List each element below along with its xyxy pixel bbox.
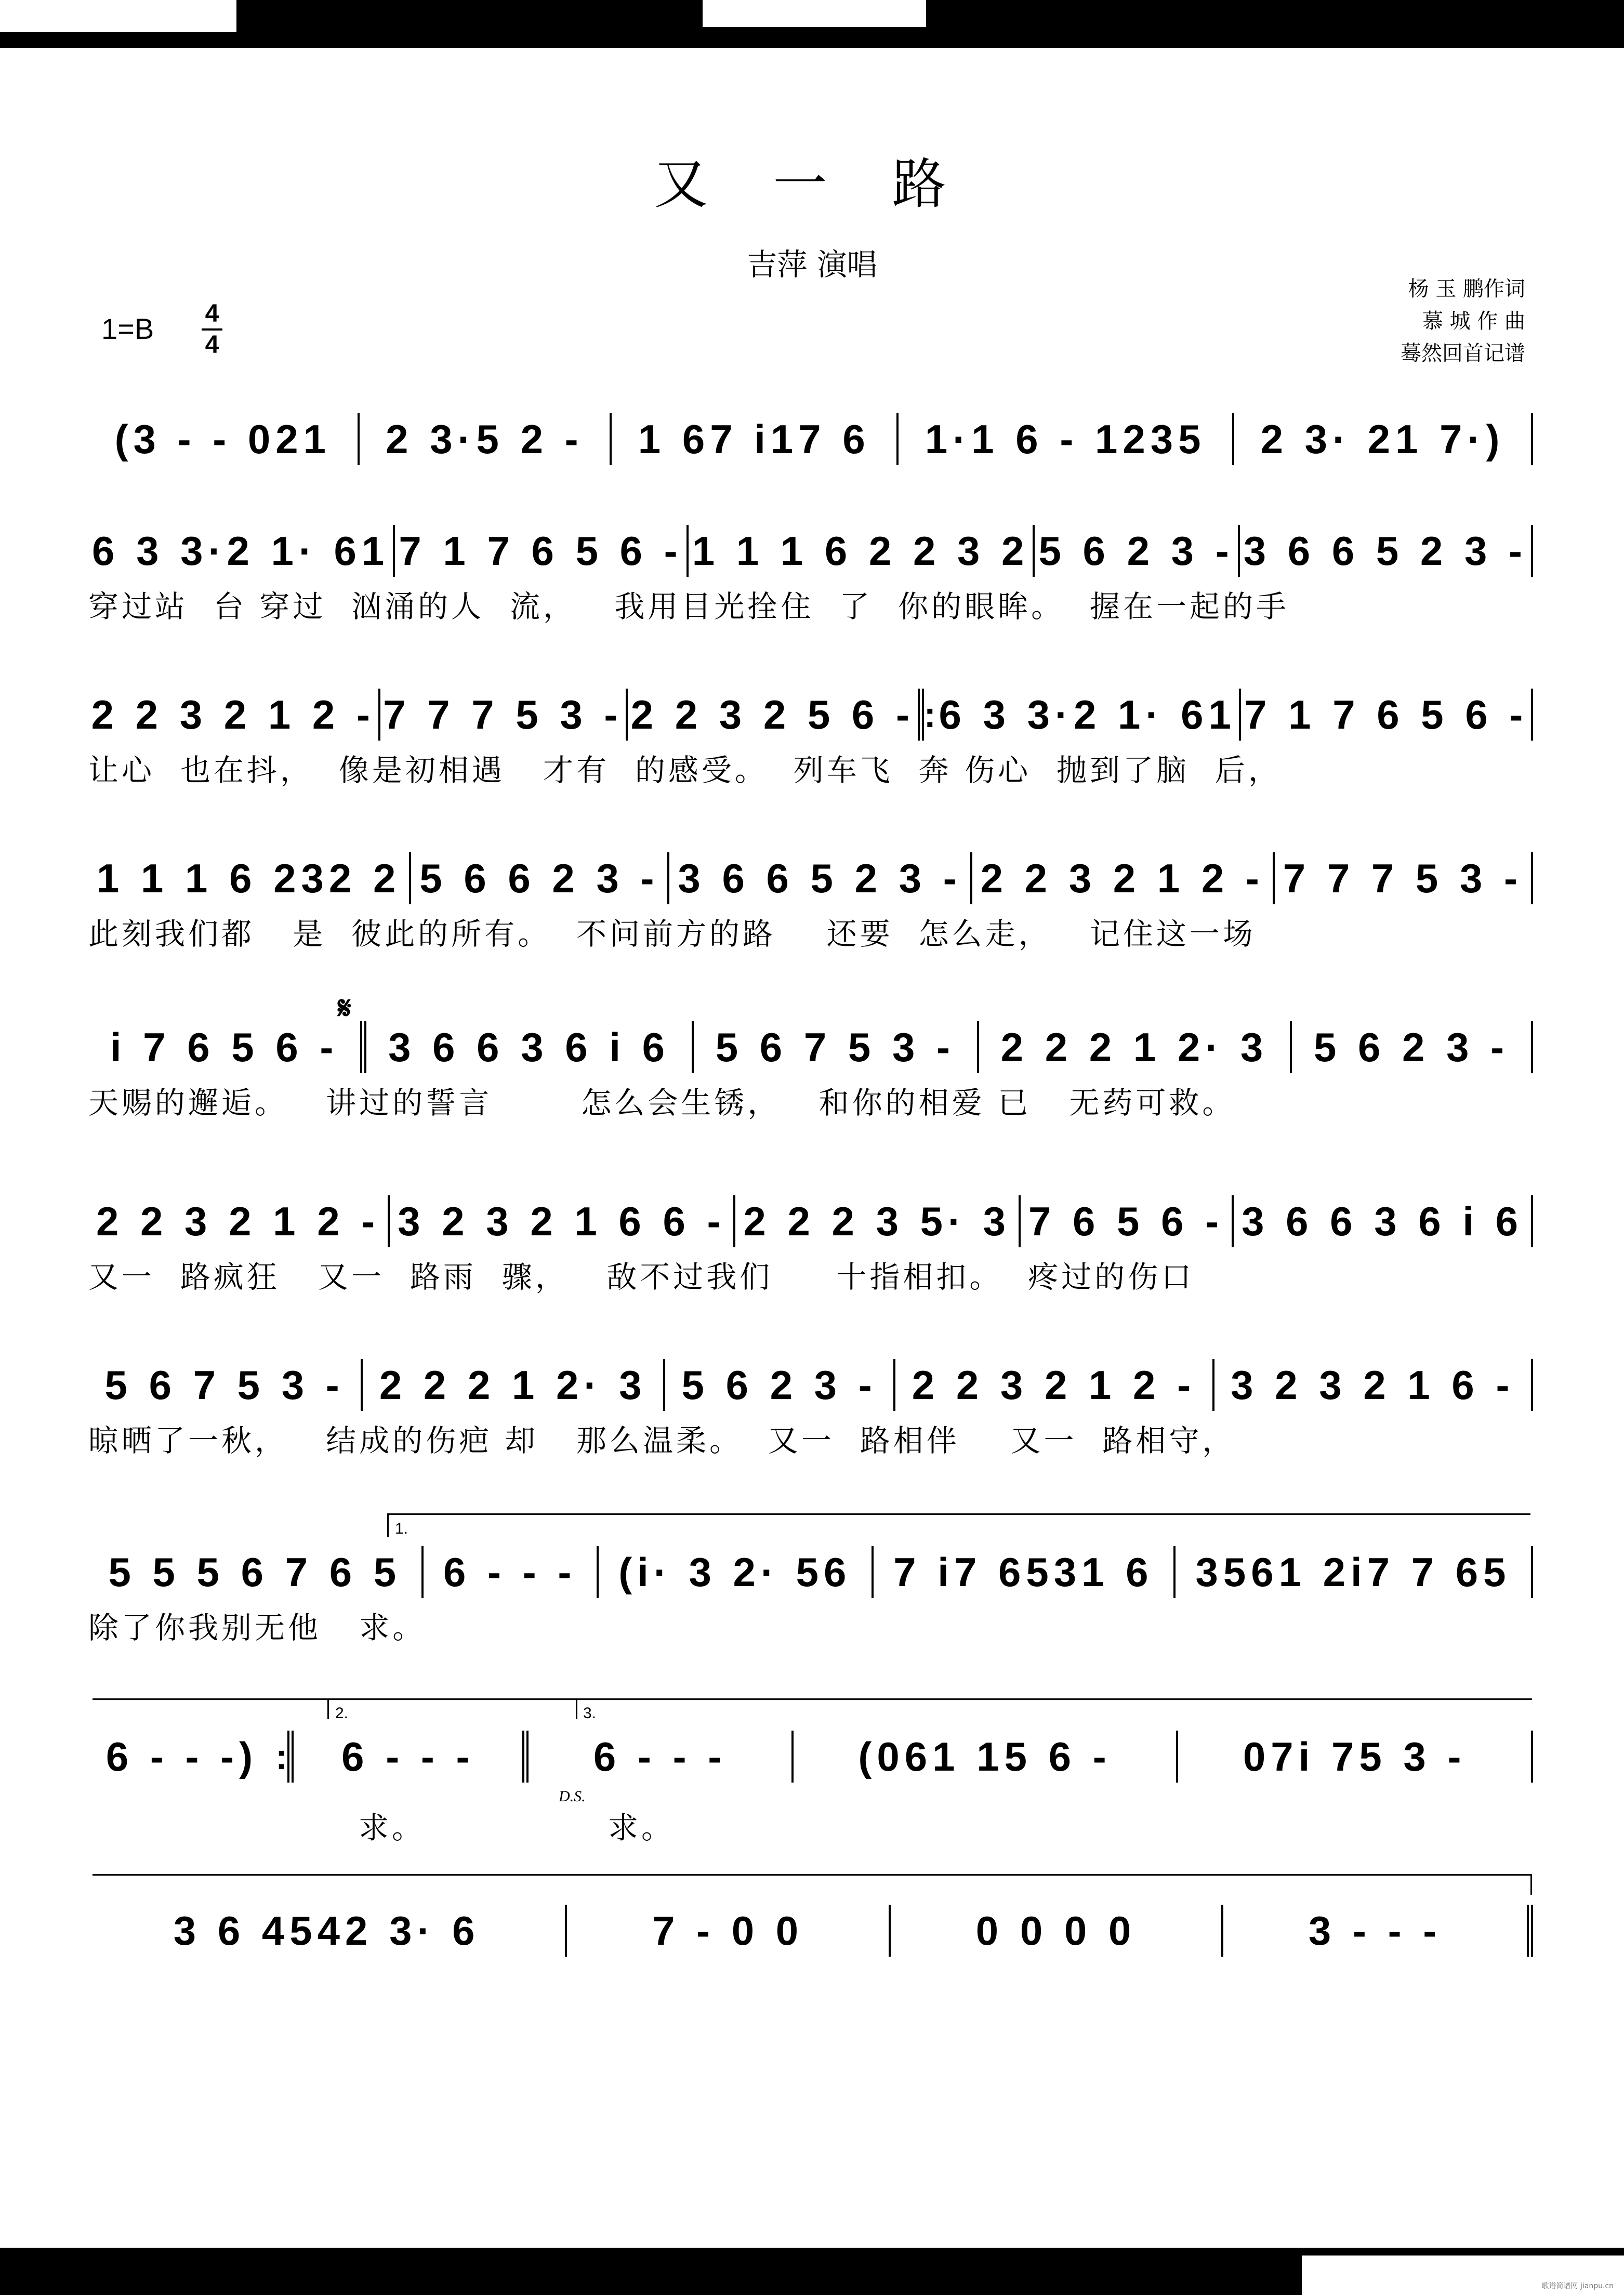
scan-border-bottom xyxy=(0,2248,1624,2295)
lyrics-line: 又一 路疯狂 又一 路雨 骤， 敌不过我们 十指相扣。 疼过的伤口 xyxy=(88,1259,1195,1295)
lyrics-ending-3: 求。 xyxy=(608,1810,675,1845)
measure: 7 1 7 6 5 6 - xyxy=(1244,691,1528,737)
score-system-8 xyxy=(88,1541,1533,1645)
measure: 7 - 0 0 xyxy=(652,1907,804,1954)
measure: 1 67 i17 6 xyxy=(638,416,870,462)
score-system-2 xyxy=(88,520,1533,624)
volta-label-3: 3. xyxy=(583,1705,597,1722)
watermark: 歌谱简谱网 jianpu.cn xyxy=(1541,2282,1614,2290)
measure: 1 1 1 6 232 2 xyxy=(96,855,401,901)
measure: 2 2 3 2 1 2 - xyxy=(96,1198,380,1244)
measure: 3 2 3 2 1 6 - xyxy=(1231,1362,1515,1408)
measure: 5 6 7 5 3 - xyxy=(715,1024,955,1070)
key-signature: 1=B xyxy=(101,312,154,345)
score-system-9: 6 - - -) : 6 - - - 6 - - - (061 15 6 - 07i 75 3 - D.S. 求。 求。 xyxy=(88,1725,1533,1788)
lyrics-line: 此刻我们都 是 彼此的所有。 不问前方的路 还要 怎么走， 记住这一场 xyxy=(88,916,1256,952)
measure: (3 - - 021 xyxy=(114,416,332,462)
measure: 3 - - - xyxy=(1308,1907,1442,1954)
measure: 3561 2i7 7 65 xyxy=(1195,1549,1511,1595)
score-system-3: 2 2 3 2 1 2 - 7 7 7 5 3 - 2 2 3 2 5 6 - : 6 3 3·2 1· 61 7 1 7 6 5 6 - 让心 也在抖， 像是初相遇 才有 的感受。 列车飞 奔 伤心 抛到了脑 后， xyxy=(88,683,1533,787)
measure: 7 6 5 6 - xyxy=(1028,1198,1224,1244)
lyrics-line: 天赐的邂逅。 讲过的誓言 怎么会生锈， 和你的相爱 已 无药可救。 xyxy=(88,1085,1236,1120)
measure: 3 6 6 5 2 3 - xyxy=(678,855,962,901)
lyrics-line: 晾晒了一秋， 结成的伤疤 却 那么温柔。 又一 路相伴 又一 路相守， xyxy=(88,1423,1236,1458)
measure: 6 - - - xyxy=(593,1733,727,1779)
measure: 2 2 2 1 2· 3 xyxy=(379,1362,647,1408)
measure: 2 2 3 2 1 2 - xyxy=(980,855,1264,901)
credits xyxy=(1401,273,1525,370)
measure: 7 7 7 5 3 - xyxy=(383,691,623,737)
measure: 2 2 3 2 1 2 - xyxy=(91,691,375,737)
volta-label-1: 1. xyxy=(395,1520,408,1537)
measure: 3 6 6 3 6 i 6 xyxy=(1242,1198,1524,1244)
measure: 6 3 3·2 1· 61 xyxy=(939,691,1236,737)
measure: 2 2 3 2 1 2 - xyxy=(912,1362,1196,1408)
measure: (i· 3 2· 56 xyxy=(618,1549,852,1595)
volta-label-2: 2. xyxy=(335,1705,349,1722)
lyrics-line: 除了你我别无他 求。 xyxy=(88,1610,426,1645)
time-signature: 4 4 xyxy=(202,300,222,359)
measure: 07i 75 3 - xyxy=(1243,1733,1467,1779)
score-system-6 xyxy=(88,1190,1533,1294)
score-system-10 xyxy=(88,1900,1533,1962)
measure: 0 0 0 0 xyxy=(975,1907,1137,1954)
measure: 6 3 3·2 1· 61 xyxy=(92,527,390,574)
measure: 2 2 3 2 5 6 - xyxy=(630,691,915,737)
dal-segno-mark: D.S. xyxy=(559,1788,586,1805)
measure: 2 2 2 3 5· 3 xyxy=(743,1198,1011,1244)
measure: 7 7 7 5 3 - xyxy=(1283,855,1523,901)
performer: 吉萍 演唱 xyxy=(747,247,877,282)
measure: 2 2 2 1 2· 3 xyxy=(1000,1024,1269,1070)
measure: 6 - - -) xyxy=(105,1733,258,1779)
song-title: 又 一 路 xyxy=(654,152,970,216)
measure: 6 - - - xyxy=(443,1549,577,1595)
measure: 5 6 7 5 3 - xyxy=(104,1362,345,1408)
volta-bracket-1 xyxy=(387,1513,1530,1515)
measure: 2 3· 21 7·) xyxy=(1260,416,1505,462)
repeat-end-barline xyxy=(287,1731,294,1783)
score-system-1 xyxy=(88,408,1533,470)
measure: 1 1 1 6 2 2 3 2 xyxy=(692,527,1029,574)
measure: 6 - - - xyxy=(341,1733,475,1779)
ending-bracket xyxy=(93,1874,1532,1876)
measure: 1·1 6 - 1235 xyxy=(925,416,1206,462)
score-system-5 xyxy=(88,991,1533,1120)
measure: 5 6 2 3 - xyxy=(1313,1024,1510,1070)
measure: (061 15 6 - xyxy=(858,1733,1112,1779)
final-barline xyxy=(1527,1905,1533,1957)
measure: 3 6 6 3 6 i 6 xyxy=(388,1024,670,1070)
lyricist: 杨 玉 鹏作词 xyxy=(1408,277,1525,301)
measure: 5 6 2 3 - xyxy=(681,1362,877,1408)
measure: 3 6 4542 3· 6 xyxy=(173,1907,480,1954)
measure: 7 1 7 6 5 6 - xyxy=(399,527,683,574)
measure: 5 5 5 6 7 6 5 xyxy=(108,1549,402,1595)
measure: 2 3·5 2 - xyxy=(386,416,584,462)
lyrics-line: 让心 也在抖， 像是初相遇 才有 的感受。 列车飞 奔 伤心 抛到了脑 后， xyxy=(88,753,1282,788)
repeat-start-barline xyxy=(918,689,924,741)
lyrics-ending-2: 求。 xyxy=(359,1810,426,1845)
segno-icon: 𝄋 xyxy=(338,991,351,1025)
measure: 3 2 3 2 1 6 6 - xyxy=(398,1198,726,1244)
score-system-4 xyxy=(88,847,1533,951)
volta-bracket-2-3 xyxy=(93,1698,1532,1700)
transcriber: 蓦然回首记谱 xyxy=(1401,341,1525,365)
composer: 慕 城 作 曲 xyxy=(1422,309,1525,333)
measure: 5 6 2 3 - xyxy=(1038,527,1234,574)
measure: 5 6 6 2 3 - xyxy=(419,855,659,901)
scan-border-top xyxy=(0,0,1624,48)
measure: 7 i7 6531 6 xyxy=(893,1549,1154,1595)
score-system-7 xyxy=(88,1354,1533,1458)
measure: 3 6 6 5 2 3 - xyxy=(1243,527,1527,574)
lyrics-line: 穿过站 台 穿过 汹涌的人 流， 我用目光拴住 了 你的眼眸。 握在一起的手 xyxy=(88,589,1289,624)
measure: i 7 6 5 6 - xyxy=(110,1024,339,1070)
